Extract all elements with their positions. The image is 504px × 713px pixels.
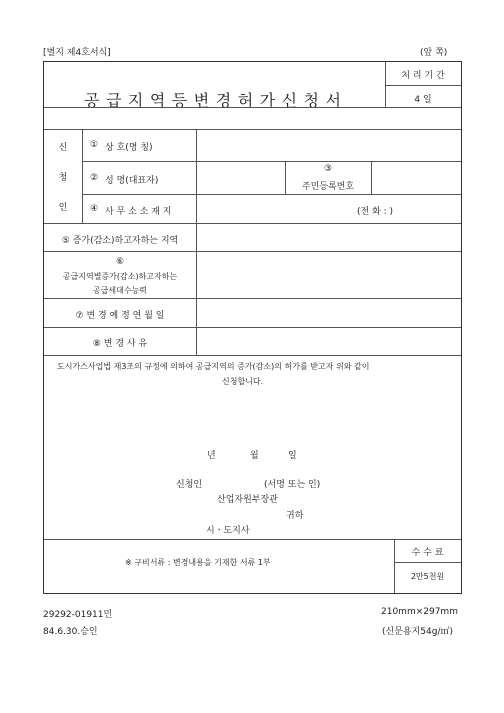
sign-note: (서명 또는 인) [264,480,321,490]
field2-label: 성 명(대표자) [105,176,159,186]
rule-row1 [82,161,461,162]
rule-fee [394,562,461,563]
paper-type: (신문용지54g/㎡) [382,627,453,637]
phone-label: (전 화 : ) [357,207,394,217]
statement-line2: 신청합니다. [222,377,264,386]
field3-number: ③ [323,164,333,174]
fee-value: 2만5천원 [410,572,445,581]
required-documents-note: ※ 구비서류 : 변경내용을 기재한 서류 1부 [125,558,271,567]
statement-line1: 도시가스사업법 제3조의 규정에 의하여 공급지역의 증가(감소)의 허가를 받고자 위와 같이 [57,362,370,371]
field3-label: 주민등록번호 [301,182,355,192]
approval-date: 84.6.30.승인 [43,627,98,637]
field6-number: ⑥ [115,257,125,267]
applicant-side-2: 청 [58,173,68,183]
applicant-side-3: 인 [58,203,68,213]
rule-row7 [44,355,461,356]
applicant-side-1: 신 [58,143,68,153]
honorific: 귀하 [286,511,304,521]
form-code: 29292-01911민 [43,610,113,620]
governor: 시ㆍ도지사 [206,526,250,536]
form-number: [별지 제4호서식] [43,48,111,58]
field6-label-line1: 공급지역별증가(감소)하고자하는 [62,272,178,281]
date-month: 월 [250,451,259,461]
field4-number: ④ [90,204,99,214]
date-day: 일 [288,451,297,461]
rule-row3 [44,223,461,224]
applicant-sign-label: 신청인 [176,480,203,490]
field6-label-line2: 공급세대수능력 [92,286,148,295]
paper-size: 210mm×297mm [381,607,458,617]
page-side-label: (앞 쪽) [420,48,448,58]
form-title: 공급지역등변경허가신청서 [84,91,348,110]
rule-row4 [44,251,461,252]
rule-row2 [82,194,461,195]
rule-row5 [44,298,461,299]
addressee: 산업자원부장관 [217,495,278,505]
rule-applicant-side [82,129,83,223]
field2-number: ② [90,173,99,183]
rule-resident-right [371,161,372,194]
field1-number: ① [90,140,99,150]
field1-label: 상 호(명 칭) [105,143,153,153]
rule-applicant-top [44,129,461,130]
processing-rule [385,85,461,86]
processing-period-value: 4 일 [414,95,432,105]
rule-title-bottom [44,107,461,108]
date-year: 년 [207,451,216,461]
processing-period-label: 처 리 기 간 [401,71,445,81]
rule-label-column [196,129,197,355]
field8-label: ⑧ 변 경 사 유 [92,339,148,349]
field4-label: 사 무 소 소 재 지 [105,207,172,217]
fee-label: 수 수 료 [411,548,444,558]
rule-footer-top [44,539,461,540]
field7-label: ⑦ 변 경 예 정 연 월 일 [75,311,165,321]
field5-label: ⑤ 증가(감소)하고자하는 지역 [61,236,179,246]
rule-row6 [44,327,461,328]
